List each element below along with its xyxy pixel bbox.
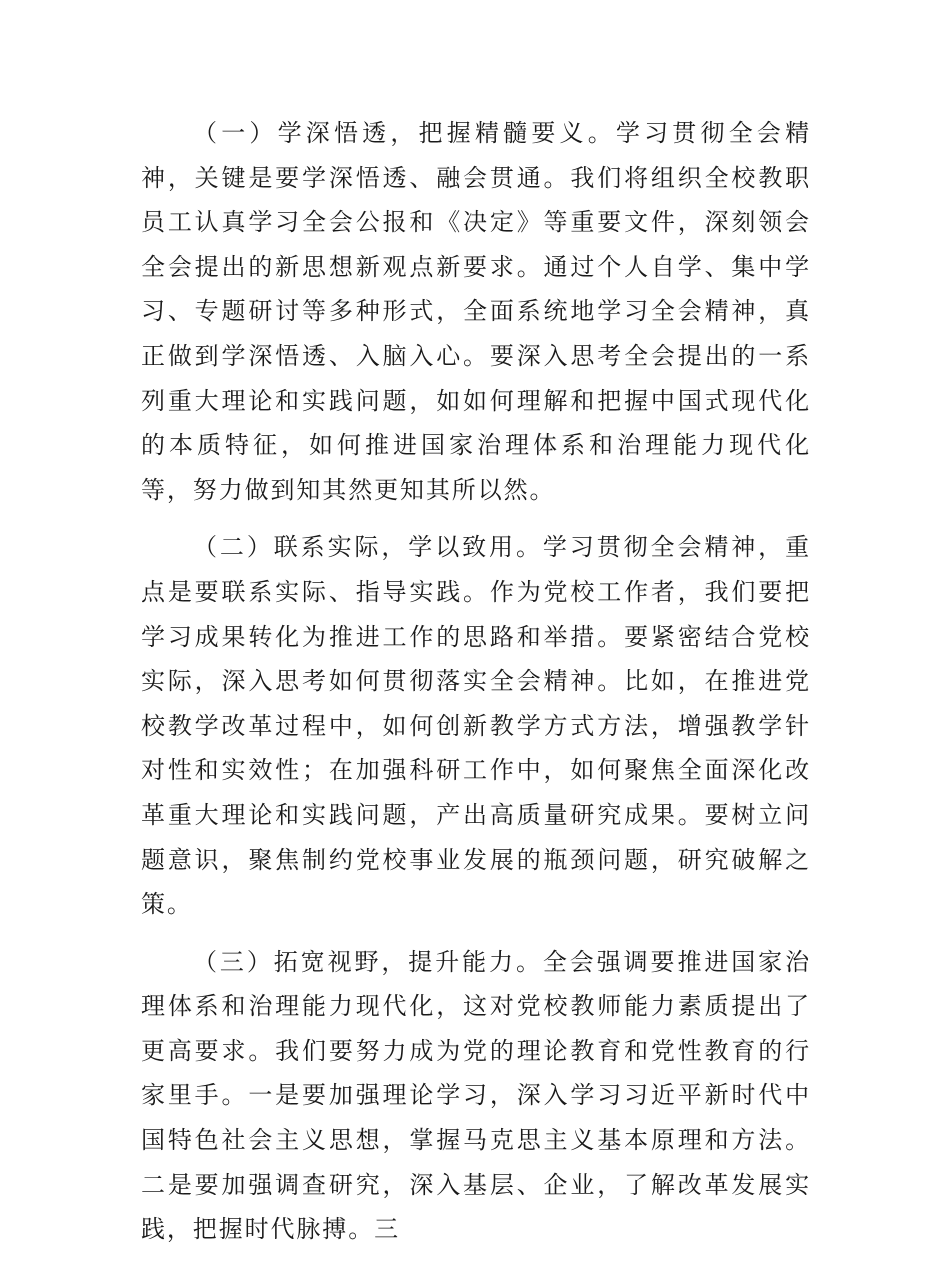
paragraph-2: （二）联系实际，学以致用。学习贯彻全会精神，重点是要联系实际、指导实践。作为党校工作者，我们要把学习成果转化为推进工作的思路和举措。要紧密结合党校实际，深入思考如何贯彻落实全会精神。比如，在推进党校教学改革过程中，如何创新教学方式方法，增强教学针对性和实效性；在加强科研工作中，如何聚焦全面深化改革重大理论和实践问题，产出高质量研究成果。要树立问题意识，聚焦制约党校事业发展的瓶颈问题，研究破解之策。 xyxy=(141,533,811,919)
paragraph-3: （三）拓宽视野，提升能力。全会强调要推进国家治理体系和治理能力现代化，这对党校教师能力素质提出了更高要求。我们要努力成为党的理论教育和党性教育的行家里手。一是要加强理论学习，深入学习习近平新时代中国特色社会主义思想，掌握马克思主义基本原理和方法。二是要加强调查研究，深入基层、企业，了解改革发展实践，把握时代脉搏。三 xyxy=(141,947,811,1244)
document-body xyxy=(141,111,811,1265)
paragraph-1: （一）学深悟透，把握精髓要义。学习贯彻全会精神，关键是要学深悟透、融会贯通。我们将组织全校教职员工认真学习全会公报和《决定》等重要文件，深刻领会全会提出的新思想新观点新要求。通过个人自学、集中学习、专题研讨等多种形式，全面系统地学习全会精神，真正做到学深悟透、入脑入心。要深入思考全会提出的一系列重大理论和实践问题，如如何理解和把握中国式现代化的本质特征，如何推进国家治理体系和治理能力现代化等，努力做到知其然更知其所以然。 xyxy=(141,119,811,504)
